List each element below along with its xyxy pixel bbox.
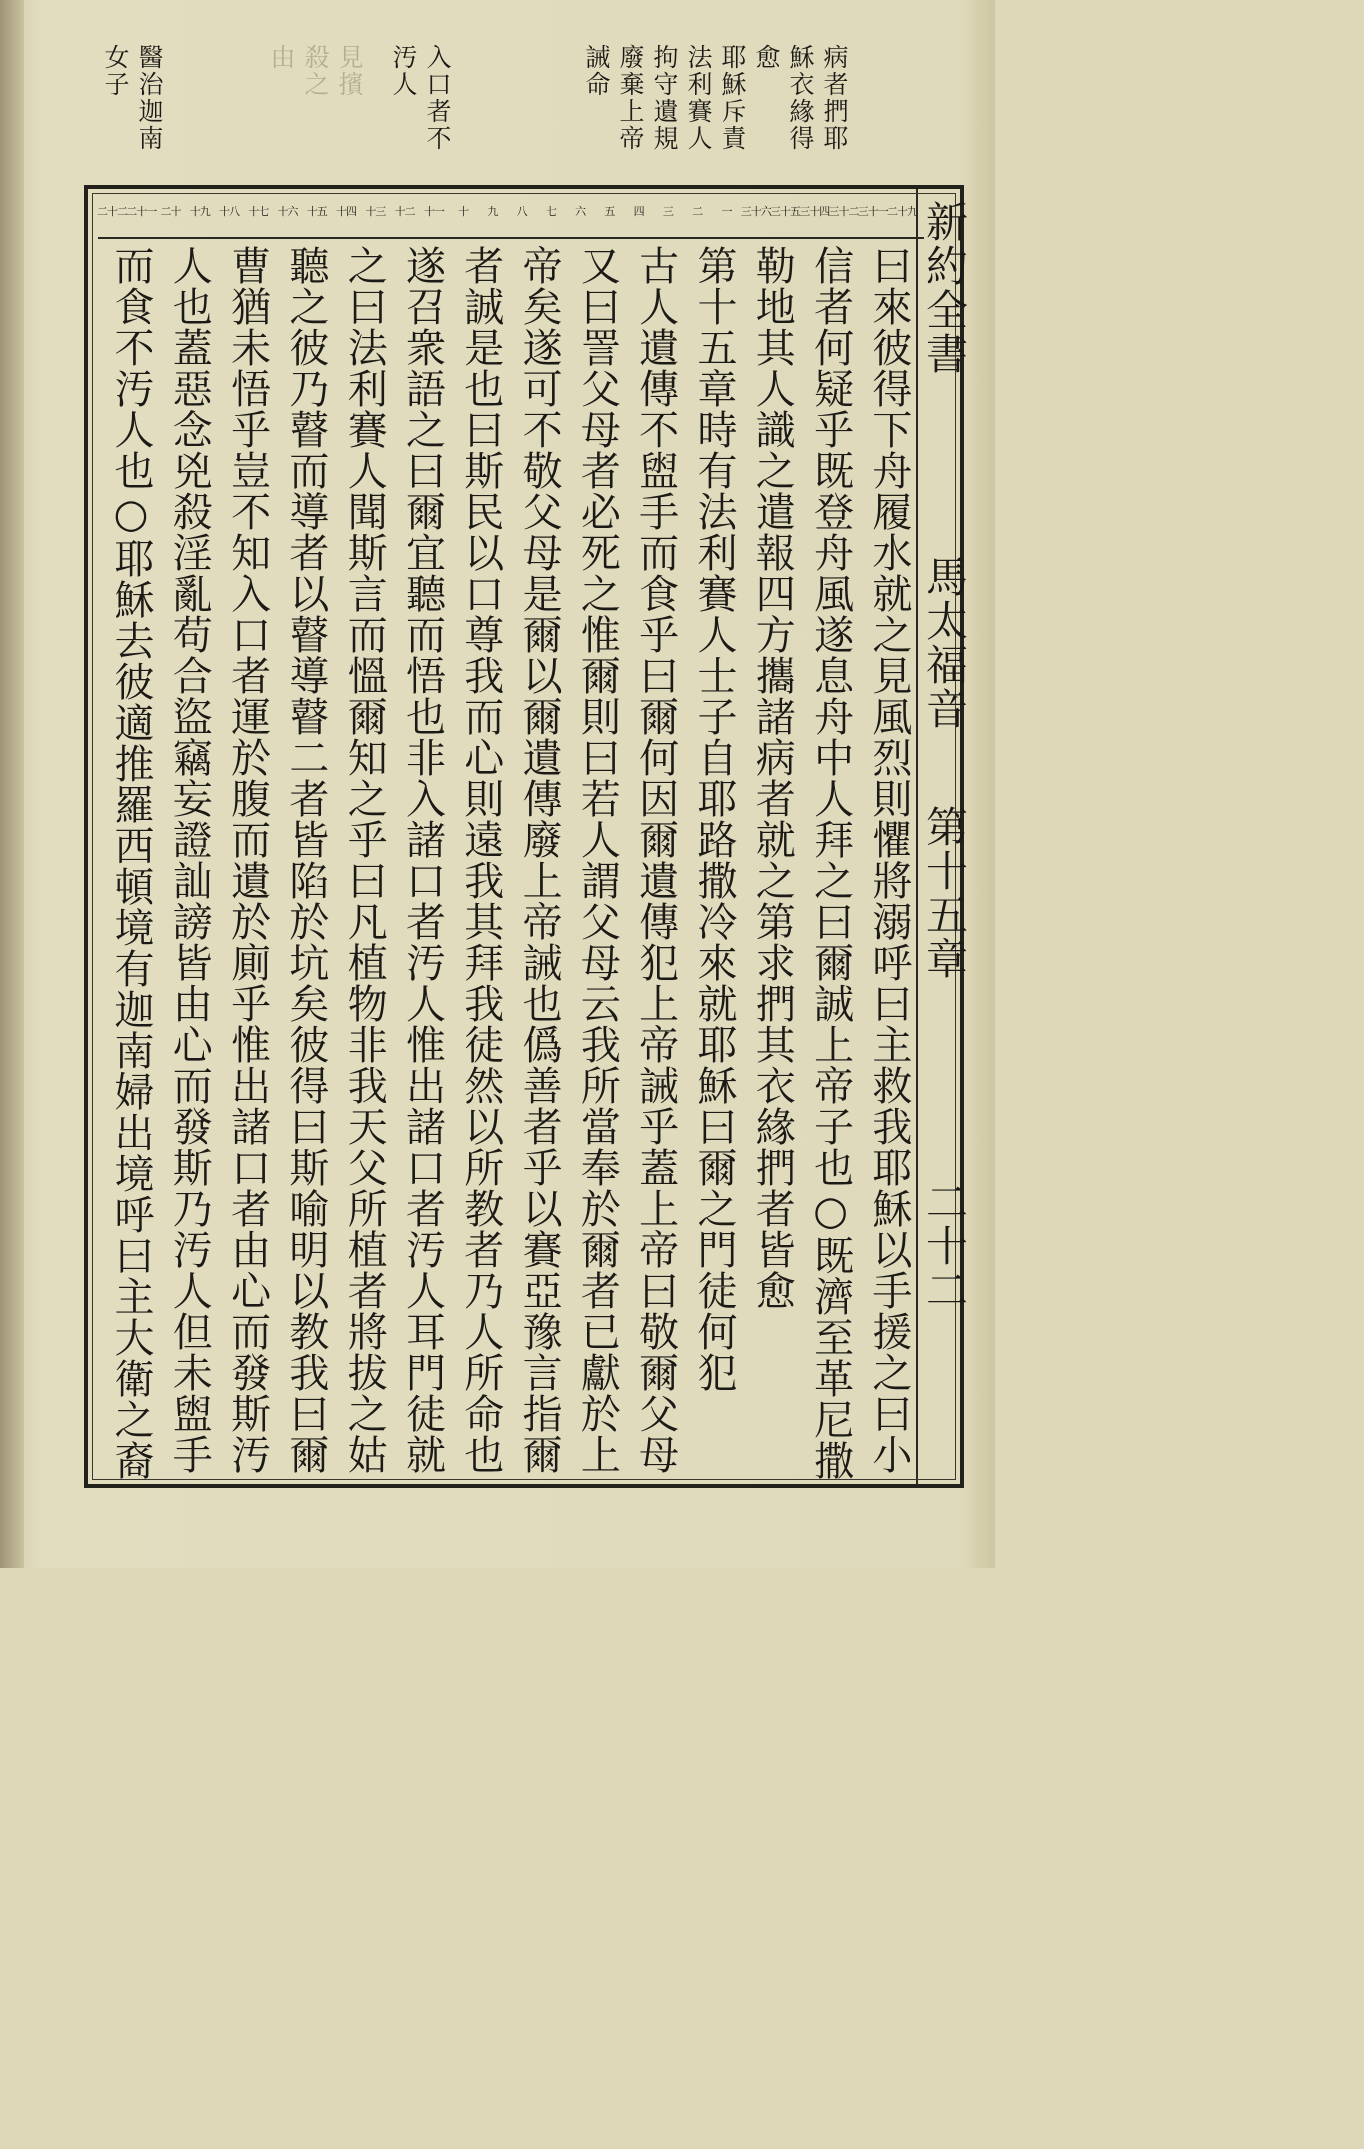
- verse-number: 二: [692, 205, 703, 218]
- text-column: 者誠是也曰斯民以口尊我而心則遠我其拜我徒然以所教者乃人所命也: [457, 245, 504, 1475]
- verse-number: 三十六: [740, 205, 771, 218]
- text-column: 勒地其人識之遣報四方攜諸病者就之第求捫其衣緣捫者皆愈: [749, 245, 796, 1311]
- verse-number: 十二: [394, 205, 415, 218]
- verse-number: 二十二: [97, 205, 127, 218]
- verse-number: 二十九: [887, 205, 917, 218]
- verse-number: 十五: [306, 205, 327, 218]
- text-column: 而食不汚人也○耶穌去彼適推羅西頓境有迦南婦出境呼曰主大衛之裔: [108, 245, 154, 1481]
- verse-number: 十四: [336, 205, 357, 218]
- text-column: 第十五章時有法利賽人士子自耶路撒冷來就耶穌曰爾之門徒何犯: [690, 245, 737, 1393]
- verse-number: 四: [633, 205, 644, 218]
- book-title: 新約全書: [920, 200, 969, 376]
- headnote-line: 愈: [752, 44, 781, 71]
- text-column: 遂召衆語之曰爾宜聽而悟也非入諸口者汚人惟出諸口者汚人耳門徒就: [399, 245, 446, 1475]
- headnote-line: 入口者不: [423, 44, 452, 152]
- verse-number: 八: [516, 205, 527, 218]
- text-column: 信者何疑乎既登舟風遂息舟中人拜之曰爾誠上帝子也○既濟至革尼撒: [807, 245, 854, 1481]
- verse-number: 十三: [365, 205, 386, 218]
- verse-number: 一: [721, 205, 732, 218]
- headnote-group-1: [582, 44, 851, 182]
- text-columns: [104, 245, 916, 1481]
- text-column: 帝矣遂可不敬父母是爾以爾遺傳廢上帝誡也僞善者乎以賽亞豫言指爾: [516, 245, 563, 1475]
- gospel-title: 馬太福音: [920, 555, 969, 731]
- headnote-line: 醫治迦南: [135, 44, 164, 152]
- headnote-group-4: [96, 44, 166, 182]
- headnote-line: 穌衣緣得: [786, 44, 815, 152]
- verse-number: 三十二: [828, 205, 859, 218]
- headnote-line: 法利賽人: [684, 44, 713, 152]
- verse-number: 七: [545, 205, 556, 218]
- headnote-group-3: [246, 44, 366, 182]
- text-column: 人也蓋惡念兇殺淫亂苟合盜竊妄證訕謗皆由心而發斯乃汚人但未盥手: [166, 245, 213, 1475]
- headnote-group-2: [384, 44, 454, 182]
- headnote-line: 耶穌斥責: [718, 44, 747, 152]
- verse-number: 十七: [248, 205, 269, 218]
- verse-number: 十八: [219, 205, 240, 218]
- verse-number: 三: [662, 205, 673, 218]
- verse-number-strip: [98, 199, 924, 239]
- text-column: 又曰詈父母者必死之惟爾則曰若人謂父母云我所當奉於爾者已獻於上: [574, 245, 621, 1475]
- headnote-line: 廢棄上帝: [616, 44, 645, 152]
- verse-number: 十六: [277, 205, 298, 218]
- text-column: 古人遺傳不盥手而食乎曰爾何因爾遺傳犯上帝誡乎蓋上帝曰敬爾父母: [632, 245, 679, 1475]
- headnote-line: 女子: [101, 44, 130, 98]
- headnote-line: 拘守遺規: [650, 44, 679, 152]
- verse-number: 六: [575, 205, 586, 218]
- verse-number: 三十一: [857, 205, 888, 218]
- text-column: 曹猶未悟乎豈不知入口者運於腹而遺於廁乎惟出諸口者由心而發斯汚: [224, 245, 271, 1475]
- headnotes: [96, 44, 856, 182]
- running-head: [916, 200, 972, 1568]
- verse-number: 三十四: [799, 205, 830, 218]
- verse-number: 二十一: [126, 205, 157, 218]
- headnote-line: 殺之: [301, 44, 330, 98]
- verse-number: 三十五: [769, 205, 800, 218]
- verse-number: 十: [458, 205, 469, 218]
- text-column: 之曰法利賽人聞斯言而慍爾知之乎曰凡植物非我天父所植者將拔之姑: [341, 245, 388, 1475]
- verse-number: 十九: [189, 205, 210, 218]
- verse-number: 九: [487, 205, 498, 218]
- verse-number: 五: [604, 205, 615, 218]
- text-frame: [84, 185, 964, 1488]
- verse-number: 十一: [423, 205, 444, 218]
- verse-number: 二十: [160, 205, 181, 218]
- headnote-line: 汚人: [389, 44, 418, 98]
- headnote-line: 病者捫耶: [820, 44, 849, 152]
- page-number: 二十二: [920, 1180, 969, 1312]
- headnote-line: 誡命: [582, 44, 611, 98]
- text-column: 曰來彼得下舟履水就之見風烈則懼將溺呼曰主救我耶穌以手援之曰小: [865, 245, 912, 1475]
- headnote-line: 由: [267, 44, 296, 71]
- text-column: 聽之彼乃瞽而導者以瞽導瞽二者皆陷於坑矣彼得曰斯喻明以教我曰爾: [282, 245, 329, 1475]
- chapter-label: 第十五章: [920, 805, 969, 981]
- headnote-line: 見擯: [335, 44, 364, 98]
